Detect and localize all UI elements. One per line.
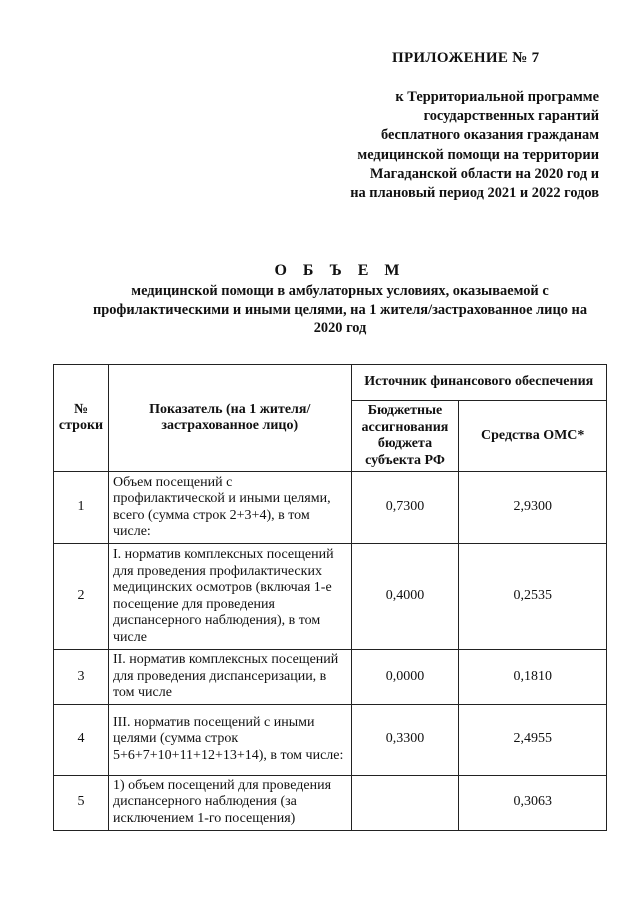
- row-budget-value: 0,4000: [351, 544, 459, 650]
- appendix-subtitle: [299, 88, 599, 203]
- appendix-subtitle-line: к Территориальной программе: [395, 89, 599, 105]
- row-indicator: Объем посещений с профилактической и иными целями, всего (сумма строк 2+3+4), в том числе:: [108, 472, 351, 544]
- row-oms-value: 0,2535: [459, 544, 607, 650]
- header-budget: Бюджетные ассигнования бюджета субъекта РФ: [351, 401, 459, 472]
- appendix-subtitle-line: медицинской помощи на территории: [357, 146, 599, 163]
- appendix-title: ПРИЛОЖЕНИЕ № 7: [392, 50, 540, 66]
- table-row: [54, 704, 607, 775]
- header-source: Источник финансового обеспечения: [351, 365, 606, 401]
- table-row: [54, 544, 607, 650]
- header-row-no: № строки: [54, 365, 109, 472]
- row-budget-value: 0,3300: [351, 704, 459, 775]
- row-oms-value: 0,3063: [459, 775, 607, 830]
- heading-word: О Б Ъ Е М: [274, 262, 406, 279]
- row-indicator: I. норматив комплексных посещений для проведения профилактических медицинских осмотров (включая 1-е посещение для проведения диспансерного наблюдения), в том числе: [108, 544, 351, 650]
- heading-lines: [60, 282, 620, 338]
- row-budget-value: 0,7300: [351, 472, 459, 544]
- row-budget-value: [351, 775, 459, 830]
- heading-line: медицинской помощи в амбулаторных условиях, оказываемой с: [131, 283, 549, 299]
- table-row: [54, 650, 607, 705]
- row-indicator: 1) объем посещений для проведения диспансерного наблюдения (за исключением 1-го посещения): [108, 775, 351, 830]
- row-number: 3: [54, 650, 109, 705]
- row-oms-value: 2,9300: [459, 472, 607, 544]
- appendix-subtitle-line: бесплатного оказания гражданам: [380, 127, 599, 144]
- table-row: [54, 472, 607, 544]
- row-oms-value: 2,4955: [459, 704, 607, 775]
- table-row: [54, 775, 607, 830]
- row-oms-value: 0,1810: [459, 650, 607, 705]
- volume-table: [53, 364, 607, 831]
- row-number: 4: [54, 704, 109, 775]
- row-number: 2: [54, 544, 109, 650]
- header-oms: Средства ОМС*: [459, 401, 607, 472]
- document-heading: [60, 260, 620, 338]
- heading-line: профилактическими и иными целями, на 1 жителя/застрахованное лицо на: [92, 301, 588, 318]
- header-indicator: Показатель (на 1 жителя/застрахованное лицо): [108, 365, 351, 472]
- row-budget-value: 0,0000: [351, 650, 459, 705]
- row-number: 5: [54, 775, 109, 830]
- row-number: 1: [54, 472, 109, 544]
- appendix-subtitle-line: Магаданской области на 2020 год и: [369, 165, 599, 182]
- row-indicator: III. норматив посещений с иными целями (сумма строк 5+6+7+10+11+12+13+14), в том числе:: [108, 704, 351, 775]
- appendix-subtitle-line: государственных гарантий: [423, 108, 599, 125]
- heading-line: 2020 год: [313, 320, 367, 336]
- appendix-subtitle-line: на плановый период 2021 и 2022 годов: [350, 185, 599, 202]
- row-indicator: II. норматив комплексных посещений для проведения диспансеризации, в том числе: [108, 650, 351, 705]
